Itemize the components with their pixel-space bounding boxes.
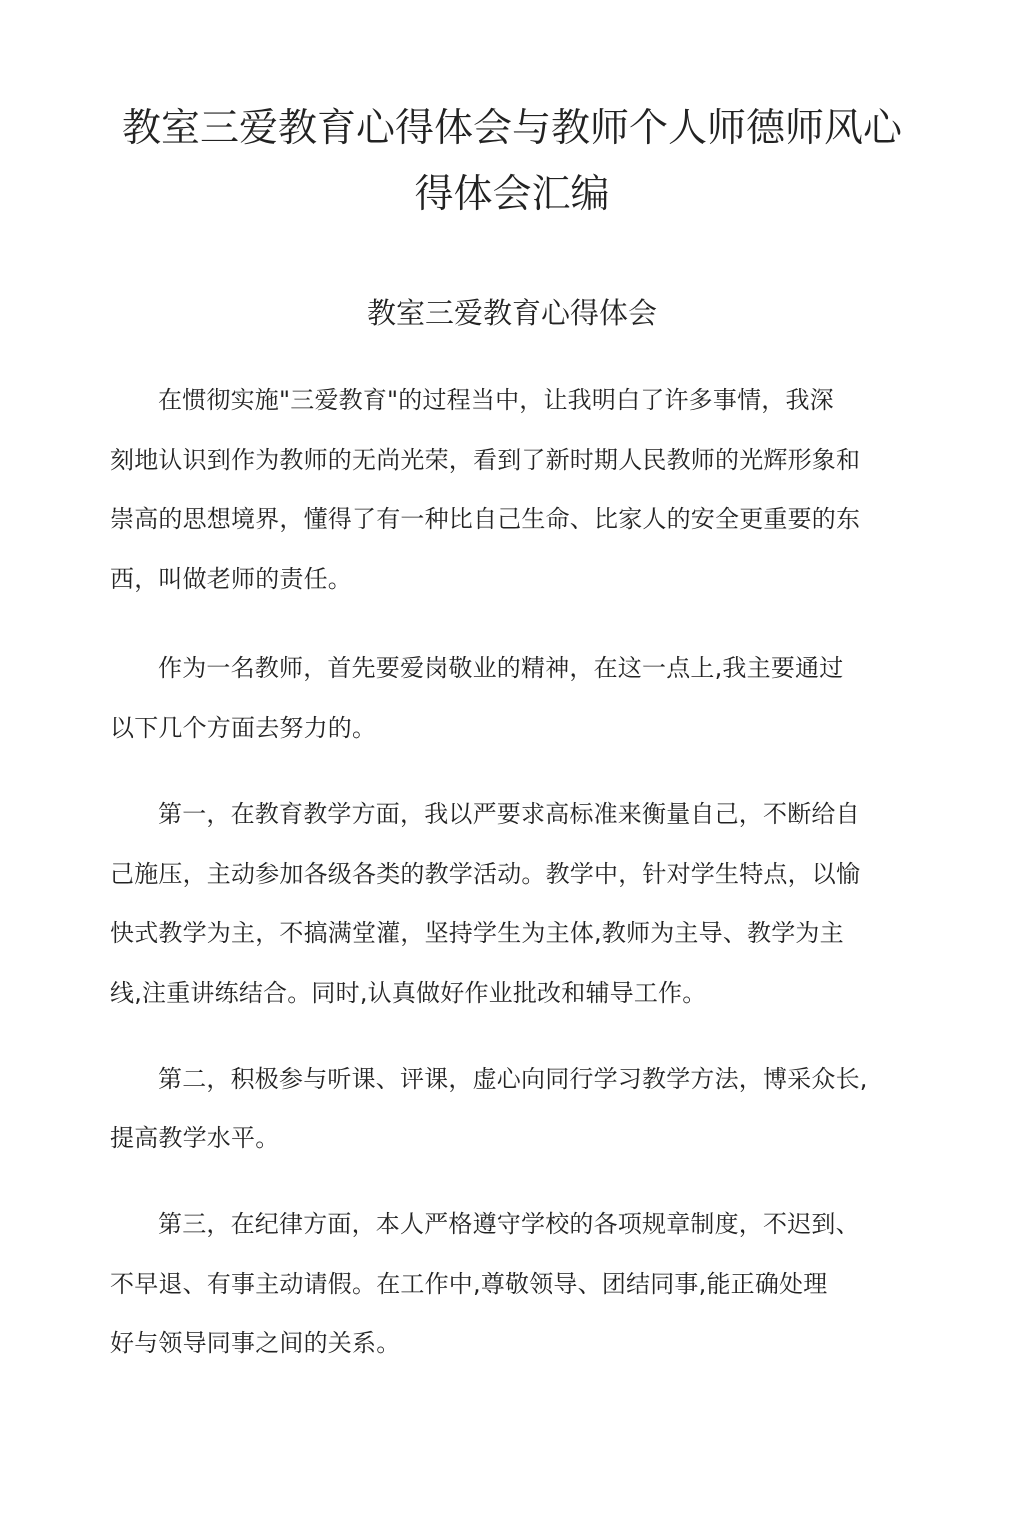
paragraph-1-line-1: 在惯彻实施"三爱教育"的过程当中，让我明白了许多事情，我深	[158, 386, 834, 414]
paragraph-1-line-3: 崇高的思想境界，懂得了有一种比自己生命、比家人的安全更重要的东	[110, 505, 861, 533]
paragraph-2-line-1: 作为一名教师，首先要爱岗敬业的精神，在这一点上,我主要通过	[158, 654, 844, 682]
paragraph-4-line-2: 提高教学水平。	[110, 1124, 280, 1152]
paragraph-5-line-3: 好与领导同事之间的关系。	[110, 1329, 401, 1357]
paragraph-4-line-1: 第二，积极参与听课、评课，虚心向同行学习教学方法，博采众长,	[158, 1065, 868, 1093]
paragraph-1-line-2: 刻地认识到作为教师的无尚光荣，看到了新时期人民教师的光辉形象和	[110, 446, 861, 474]
paragraph-3-line-3: 快式教学为主，不搞满堂灌，坚持学生为主体,教师为主导、教学为主	[110, 919, 844, 947]
paragraph-2-line-2: 以下几个方面去努力的。	[110, 714, 377, 742]
paragraph-5-line-1: 第三，在纪律方面，本人严格遵守学校的各项规章制度，不迟到、	[158, 1210, 860, 1238]
paragraph-3-line-2: 己施压，主动参加各级各类的教学活动。教学中，针对学生特点，以愉	[110, 860, 861, 888]
paragraph-3-line-4: 线,注重讲练结合。同时,认真做好作业批改和辅导工作。	[110, 979, 707, 1007]
title-line-2: 得体会汇编	[414, 172, 610, 217]
title-line-1: 教室三爱教育心得体会与教师个人师德师风心	[121, 106, 902, 151]
paragraph-3-line-1: 第一，在教育教学方面，我以严要求高标准来衡量自己，不断给自	[158, 800, 860, 828]
section-heading: 教室三爱教育心得体会	[366, 296, 657, 330]
document-title	[100, 96, 924, 228]
paragraph-5-line-2: 不早退、有事主动请假。在工作中,尊敬领导、团结同事,能正确处理	[110, 1270, 828, 1298]
paragraph-1-line-4: 西，叫做老师的责任。	[110, 565, 352, 593]
